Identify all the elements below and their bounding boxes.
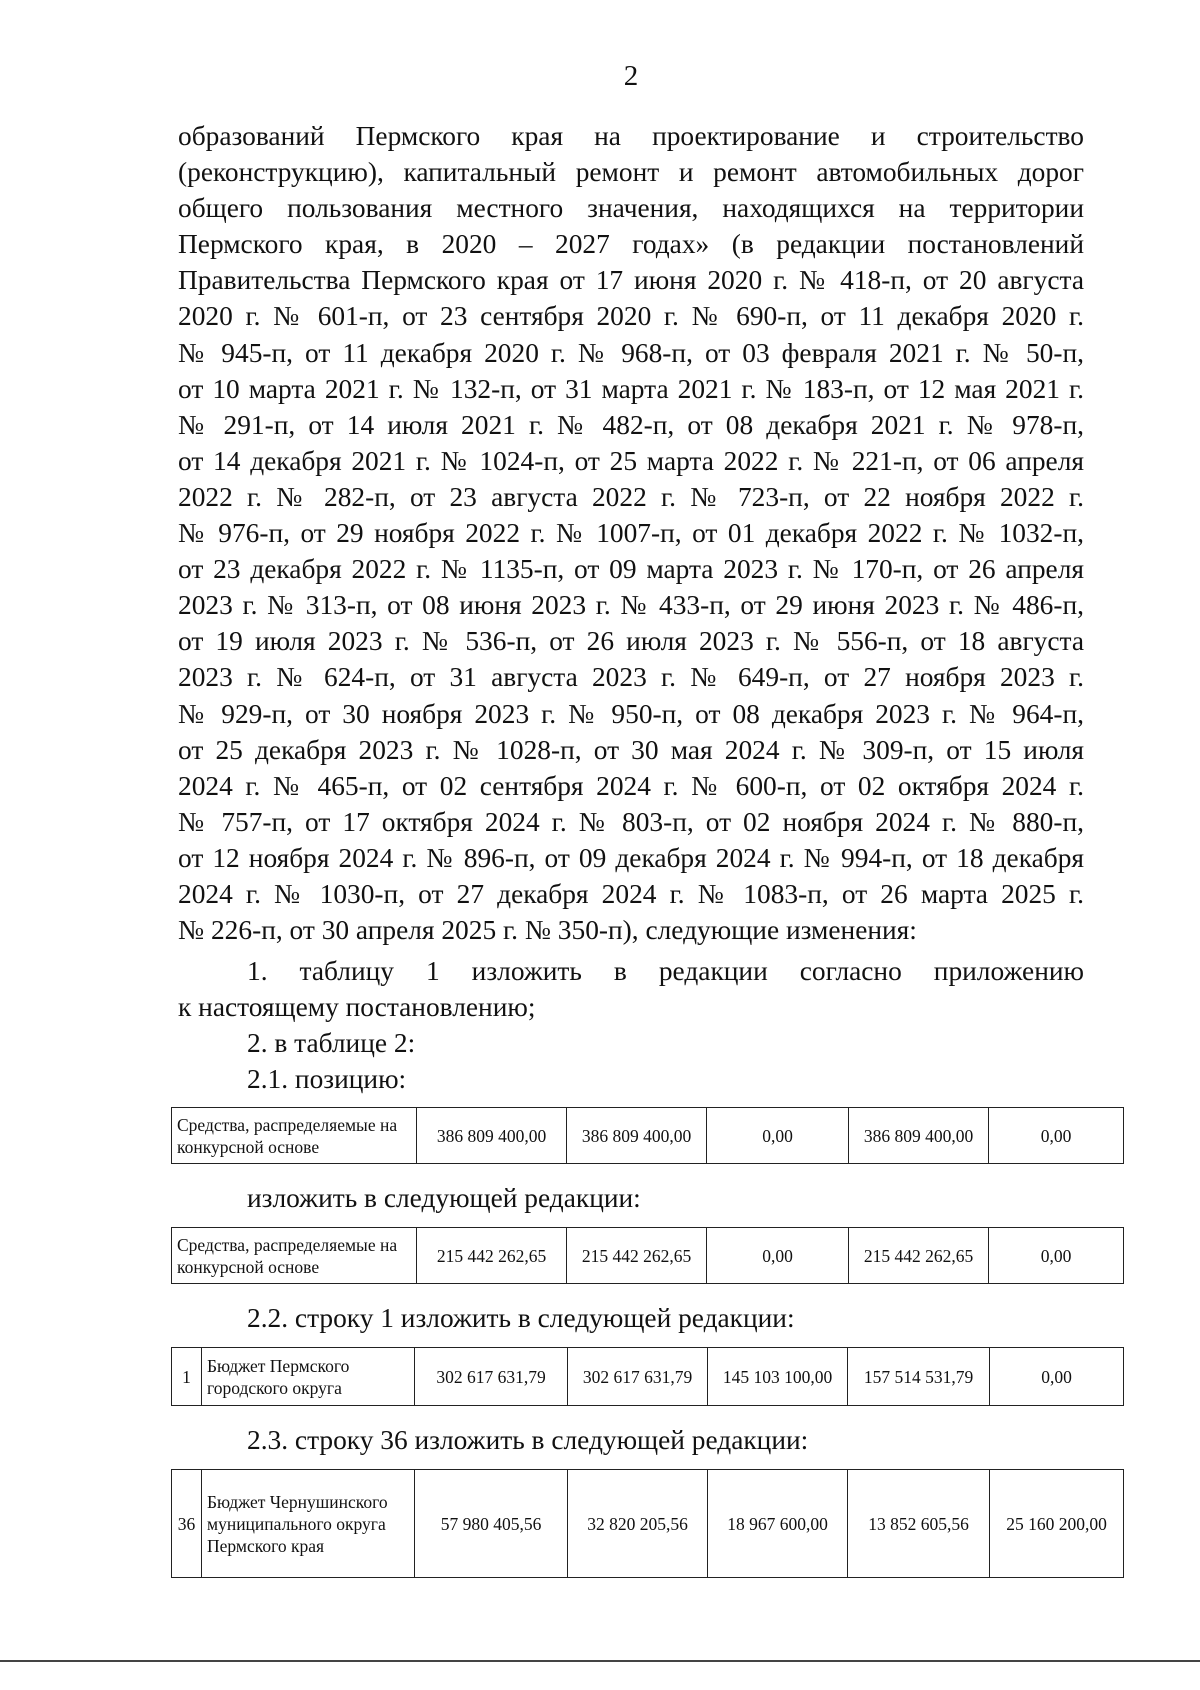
body-line: от 12 ноября 2024 г. № 896-п, от 09 декабря 2024 г. № 994-п, от 18 декабря <box>178 842 1084 873</box>
row-name: Бюджет Чернушинского муниципального округа Пермского края <box>202 1470 415 1578</box>
value-cell: 386 809 400,00 <box>849 1108 989 1164</box>
value-cell: 157 514 531,79 <box>848 1348 990 1406</box>
body-line: от 10 марта 2021 г. № 132-п, от 31 марта 2021 г. № 183-п, от 12 мая 2021 г. <box>178 373 1084 404</box>
body-line: от 25 декабря 2023 г. № 1028-п, от 30 мая 2024 г. № 309-п, от 15 июля <box>178 734 1084 765</box>
value-cell: 0,00 <box>990 1348 1124 1406</box>
value-cell: 215 442 262,65 <box>417 1228 567 1284</box>
body-line: 2022 г. № 282-п, от 23 августа 2022 г. № 723-п, от 22 ноября 2022 г. <box>178 481 1084 512</box>
value-cell: 32 820 205,56 <box>568 1470 708 1578</box>
table-new-position <box>171 1227 1124 1284</box>
row-name: Средства, распределяемые на конкурсной основе <box>172 1108 417 1164</box>
item-2-2: 2.2. строку 1 изложить в следующей редакции: <box>247 1303 795 1333</box>
table-row <box>172 1470 1124 1578</box>
value-cell: 302 617 631,79 <box>415 1348 568 1406</box>
body-line: 2020 г. № 601-п, от 23 сентября 2020 г. № 690-п, от 11 декабря 2020 г. <box>178 301 1084 332</box>
value-cell: 0,00 <box>989 1228 1124 1284</box>
body-line: 2024 г. № 465-п, от 02 сентября 2024 г. № 600-п, от 02 октября 2024 г. <box>178 770 1084 801</box>
item-1-line-1: 1. таблицу 1 изложить в редакции согласно приложению <box>247 956 1084 986</box>
replace-text: изложить в следующей редакции: <box>247 1183 641 1213</box>
row-index: 36 <box>172 1470 202 1578</box>
value-cell: 302 617 631,79 <box>568 1348 708 1406</box>
body-line: общего пользования местного значения, находящихся на территории <box>178 193 1084 224</box>
body-line: Пермского края, в 2020 – 2027 годах» (в редакции постановлений <box>178 229 1084 260</box>
row-name: Бюджет Пермского городского округа <box>202 1348 415 1406</box>
scan-bottom-edge <box>0 1660 1200 1690</box>
value-cell: 0,00 <box>707 1108 849 1164</box>
value-cell: 215 442 262,65 <box>849 1228 989 1284</box>
value-cell: 13 852 605,56 <box>848 1470 990 1578</box>
value-cell: 145 103 100,00 <box>708 1348 848 1406</box>
value-cell: 18 967 600,00 <box>708 1470 848 1578</box>
value-cell: 0,00 <box>707 1228 849 1284</box>
row-name: Средства, распределяемые на конкурсной основе <box>172 1228 417 1284</box>
page-number: 2 <box>623 60 639 92</box>
body-line: от 19 июля 2023 г. № 536-п, от 26 июля 2023 г. № 556-п, от 18 августа <box>178 626 1084 657</box>
table-row <box>172 1228 1124 1284</box>
table-row <box>172 1348 1124 1406</box>
body-line: 2023 г. № 624-п, от 31 августа 2023 г. № 649-п, от 27 ноября 2023 г. <box>178 662 1084 693</box>
body-paragraph <box>178 118 1084 948</box>
value-cell: 0,00 <box>989 1108 1124 1164</box>
value-cell: 25 160 200,00 <box>990 1470 1124 1578</box>
item-2-1: 2.1. позицию: <box>247 1064 407 1094</box>
body-line: Правительства Пермского края от 17 июня 2020 г. № 418-п, от 20 августа <box>178 265 1084 296</box>
body-line: 2023 г. № 313-п, от 08 июня 2023 г. № 433-п, от 29 июня 2023 г. № 486-п, <box>178 590 1084 621</box>
table-row-36 <box>171 1469 1124 1578</box>
value-cell: 386 809 400,00 <box>567 1108 707 1164</box>
item-2: 2. в таблице 2: <box>247 1028 416 1058</box>
body-line: № 291-п, от 14 июля 2021 г. № 482-п, от 08 декабря 2021 г. № 978-п, <box>178 409 1084 440</box>
body-line: № 945-п, от 11 декабря 2020 г. № 968-п, от 03 февраля 2021 г. № 50-п, <box>178 337 1084 368</box>
body-line: образований Пермского края на проектирование и строительство <box>178 121 1084 151</box>
table-row <box>172 1108 1124 1164</box>
body-line: № 976-п, от 29 ноября 2022 г. № 1007-п, от 01 декабря 2022 г. № 1032-п, <box>178 518 1084 549</box>
item-1-line-2: к настоящему постановлению; <box>178 992 536 1022</box>
value-cell: 386 809 400,00 <box>417 1108 567 1164</box>
table-old-position <box>171 1107 1124 1164</box>
body-line: (реконструкцию), капитальный ремонт и ремонт автомобильных дорог <box>178 157 1084 188</box>
body-line: от 23 декабря 2022 г. № 1135-п, от 09 марта 2023 г. № 170-п, от 26 апреля <box>178 554 1084 585</box>
table-row-1 <box>171 1347 1124 1406</box>
value-cell: 215 442 262,65 <box>567 1228 707 1284</box>
body-line: от 14 декабря 2021 г. № 1024-п, от 25 марта 2022 г. № 221-п, от 06 апреля <box>178 445 1084 476</box>
body-line: 2024 г. № 1030-п, от 27 декабря 2024 г. № 1083-п, от 26 марта 2025 г. <box>178 878 1084 909</box>
row-index: 1 <box>172 1348 202 1406</box>
value-cell: 57 980 405,56 <box>415 1470 568 1578</box>
item-2-3: 2.3. строку 36 изложить в следующей редакции: <box>247 1425 809 1455</box>
body-line: № 757-п, от 17 октября 2024 г. № 803-п, от 02 ноября 2024 г. № 880-п, <box>178 806 1084 837</box>
body-line: № 226-п, от 30 апреля 2025 г. № 350-п), следующие изменения: <box>178 915 917 946</box>
body-line: № 929-п, от 30 ноября 2023 г. № 950-п, от 08 декабря 2023 г. № 964-п, <box>178 698 1084 729</box>
